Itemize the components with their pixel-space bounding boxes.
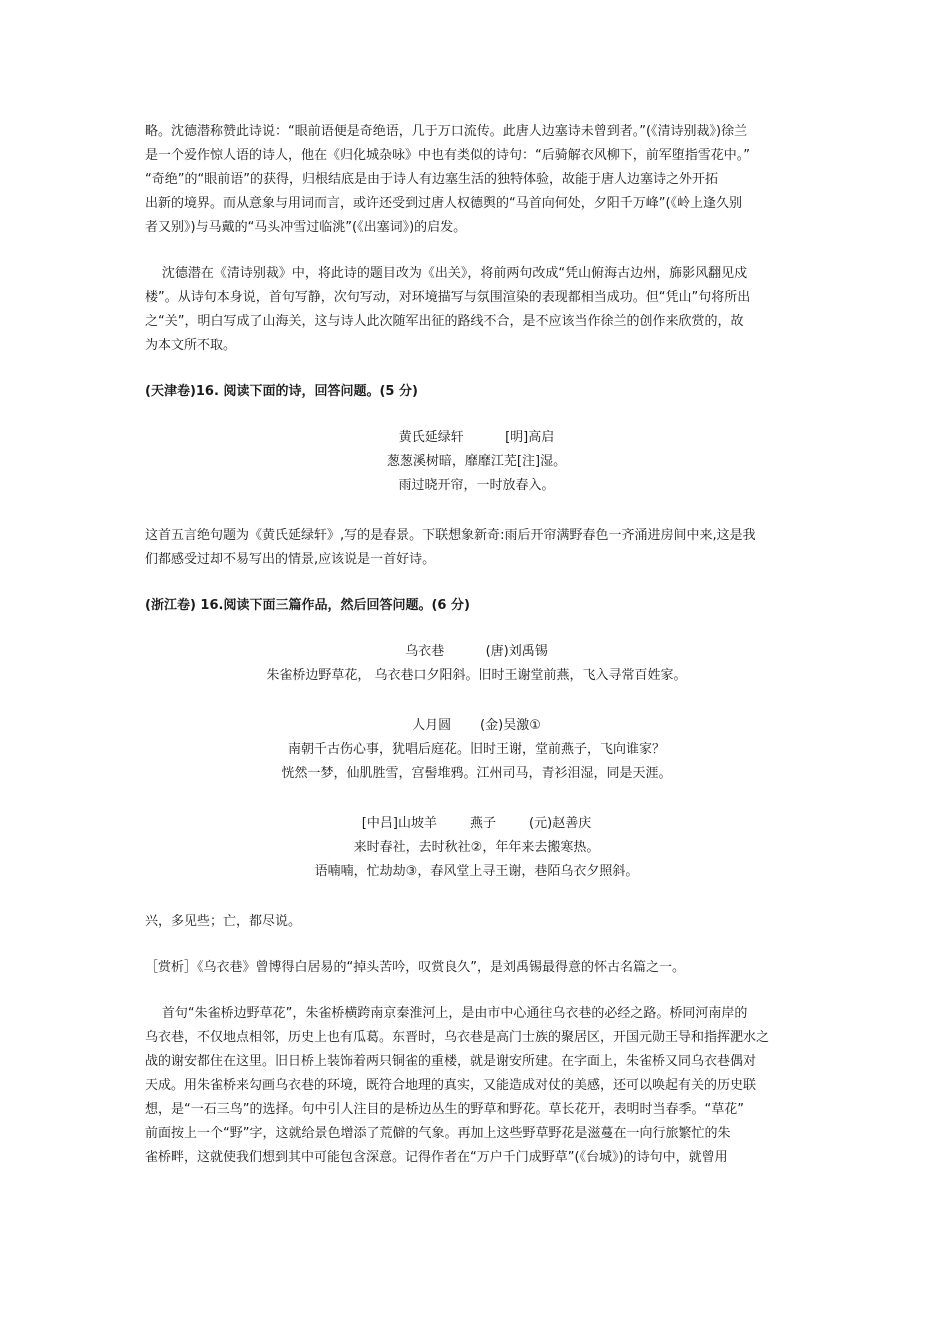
poem-line: 葱葱溪树暗，靡靡江芜[注]湿。 [386,454,567,469]
paragraph-2 [145,262,808,358]
text-line: 楼”。从诗句本身说，首句写静，次句写动，对环境描写与氛围渲染的表现都相当成功。但“凭山”句将所出 [145,290,751,305]
text-line: 想，是“一石三鸟”的选择。句中引人注目的是桥边丛生的野草和野花。草长花开，表明时当春季。“草花” [145,1102,744,1117]
poem-huangshi-yanlvxuan [145,426,808,498]
text-line: 沈德潜在《清诗别裁》中，将此诗的题目改为《出关》，将前两句改成“凭山俯海古边州，旆影风翻见戍 [161,266,748,281]
text-line: 天成。用朱雀桥来勾画乌衣巷的环境，既符合地理的真实，又能造成对仗的美感，还可以唤起有关的历史联 [145,1078,757,1093]
poem-wuyixiang [145,640,808,688]
text-line: 是一个爱作惊人语的诗人，他在《归化城杂咏》中也有类似的诗句：“后骑解衣风柳下，前军堕指雪花中。” [145,148,750,163]
poem-title: 人月圆 (金)吴激① [412,718,541,733]
text-line: “奇绝”的“眼前语”的获得，归根结底是由于诗人有边塞生活的独特体验，故能于唐人边塞诗之外开拓 [145,172,718,187]
text-line: 出新的境界。而从意象与用词而言，或许还受到过唐人权德舆的“马首向何处，夕阳千万峰”(《岭上逢久别 [145,196,743,211]
text-line: 略。沈德潜称赞此诗说：“眼前语便是奇绝语，几于万口流传。此唐人边塞诗未曾到者。”(《清诗别裁》)徐兰 [145,124,748,139]
poem-line: 雨过晓开帘，一时放春入。 [398,478,555,493]
text-line: 者又别》)与马戴的“马头冲雪过临洮”(《出塞词》)的启发。 [145,220,467,235]
text-line: 乌衣巷，不仅地点相邻，历史上也有瓜葛。东晋时，乌衣巷是高门士族的聚居区，开国元勋王导和指挥淝水之 [145,1030,770,1045]
poem-title: 黄氏延绿轩 [明]高启 [398,430,555,445]
poem-line: 南朝千古伤心事，犹唱后庭花。旧时王谢，堂前燕子，飞向谁家？ [287,742,665,757]
text-line: 首句“朱雀桥边野草花”，朱雀桥横跨南京秦淮河上，是由市中心通往乌衣巷的必经之路。桥同河南岸的 [161,1006,748,1021]
paragraph-3 [145,524,808,572]
poem-title: 乌衣巷 (唐)刘禹锡 [405,644,548,659]
text-line: 们都感受过却不易写出的情景,应该说是一首好诗。 [145,552,436,567]
text-line: 战的谢安都住在这里。旧日桥上装饰着两只铜雀的重楼，就是谢安所建。在字面上，朱雀桥又同乌衣巷偶对 [145,1054,757,1069]
text-line: 之“关”，明白写成了山海关，这与诗人此次随军出征的路线不合，是不应该当作徐兰的创作来欣赏的，故 [145,314,744,329]
text-line: 这首五言绝句题为《黄氏延绿轩》,写的是春景。下联想象新奇:雨后开帘满野春色一齐涌进房间中来,这是我 [145,528,756,543]
text-line: 为本文所不取。 [145,338,237,353]
poem-line: 朱雀桥边野草花， 乌衣巷口夕阳斜。旧时王谢堂前燕，飞入寻常百姓家。 [266,668,687,683]
paragraph-appreciation: ［赏析］《乌衣巷》曾博得白居易的“掉头苦吟，叹赏良久”，是刘禹锡最得意的怀古名篇之一。 [145,960,685,975]
poem-renyueyuan [145,714,808,786]
question-heading-zhejiang: (浙江卷) 16.阅读下面三篇作品，然后回答问题。(6 分) [145,598,470,613]
text-line: 雀桥畔，这就使我们想到其中可能包含深意。记得作者在“万户千门成野草”(《台城》)的诗句中，就曾用 [145,1150,728,1165]
poem-title: [中吕]山坡羊 燕子 (元)赵善庆 [361,816,592,831]
paragraph-4: 兴，多见些；亡，都尽说。 [145,914,302,929]
poem-line: 语喃喃，忙劫劫③，春风堂上寻王谢，巷陌乌衣夕照斜。 [314,864,639,879]
question-heading-tianjin: (天津卷)16. 阅读下面的诗，回答问题。(5 分) [145,384,418,399]
paragraph-6 [145,1002,808,1170]
poem-shanpoyang [145,812,808,884]
poem-line: 来时春社，去时秋社②，年年来去搬寒热。 [353,840,600,855]
paragraph-1 [145,120,808,240]
poem-line: 恍然一梦，仙肌胜雪，宫髻堆鸦。江州司马，青衫泪湿，同是天涯。 [281,766,672,781]
document-body [145,120,808,1170]
text-line: 前面按上一个“野”字，这就给景色增添了荒僻的气象。再加上这些野草野花是滋蔓在一向行旅繁忙的朱 [145,1126,731,1141]
